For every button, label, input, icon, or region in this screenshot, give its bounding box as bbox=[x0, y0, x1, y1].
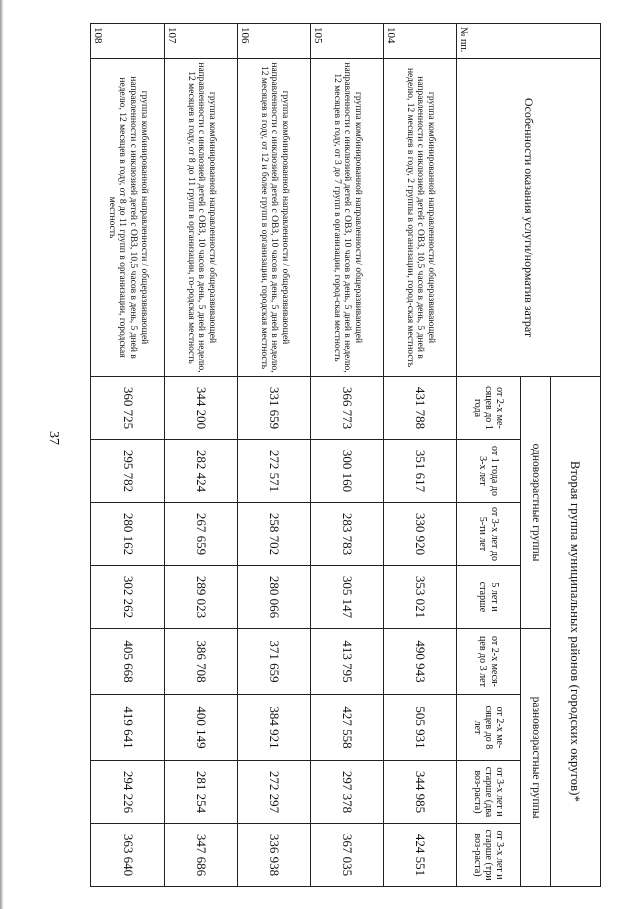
row-value: 281 254 bbox=[165, 761, 238, 824]
row-value: 280 162 bbox=[91, 503, 165, 566]
row-value: 283 783 bbox=[311, 503, 384, 566]
row-value: 427 558 bbox=[311, 695, 384, 761]
row-value: 336 938 bbox=[238, 824, 311, 887]
header-col: от 2-х ме-сяцев до 1 года bbox=[457, 377, 521, 440]
row-value: 258 702 bbox=[238, 503, 311, 566]
table-row bbox=[91, 24, 165, 887]
row-description: группа комбинированной направленности / общеразвивающей направленности с инклюзией детей с ОВЗ, 10 часов в день, 5 дней в неделю, 12 месяцев в году, от 12 и более групп в организации, городская местность bbox=[238, 59, 311, 377]
row-num: 104 bbox=[384, 24, 457, 59]
row-num: 105 bbox=[311, 24, 384, 59]
row-value: 505 931 bbox=[384, 695, 457, 761]
header-col: от 3-х лет и старше (два воз-раста) bbox=[457, 761, 521, 824]
row-value: 267 659 bbox=[165, 503, 238, 566]
table-row bbox=[384, 24, 457, 887]
row-value: 331 659 bbox=[238, 377, 311, 440]
row-value: 282 424 bbox=[165, 440, 238, 503]
header-features: Особенности оказания услуги/норматив затрат bbox=[457, 59, 601, 377]
row-value: 490 943 bbox=[384, 629, 457, 695]
header-col: от 1 года до 3-х лет bbox=[457, 440, 521, 503]
row-value: 363 640 bbox=[91, 824, 165, 887]
header-col: от 3-х лет до 5-ти лет bbox=[457, 503, 521, 566]
table-row bbox=[238, 24, 311, 887]
scan-edge bbox=[0, 0, 3, 909]
row-description: группа комбинированной направленности / общеразвивающей направленности с инклюзией детей с ОВЗ, 10,5 часов в день, 5 дней в неделю, 12 месяцев в году, от 8 до 11 групп в организации, городская местность bbox=[91, 59, 165, 377]
row-value: 360 725 bbox=[91, 377, 165, 440]
row-value: 280 066 bbox=[238, 566, 311, 629]
row-num: 107 bbox=[165, 24, 238, 59]
row-description: группа комбинированной направленности/ общеразвивающей направленности с инклюзией детей с ОВЗ, 10,5 часов в день, 5 дней в неделю, 12 месяцев в году, 2 группы в организации, город-ская местность bbox=[384, 59, 457, 377]
row-value: 413 795 bbox=[311, 629, 384, 695]
cost-norms-table bbox=[90, 23, 601, 887]
header-col: 5 лет и старше bbox=[457, 566, 521, 629]
row-num: 108 bbox=[91, 24, 165, 59]
row-value: 344 985 bbox=[384, 761, 457, 824]
row-value: 295 782 bbox=[91, 440, 165, 503]
row-description: группа комбинированной направленности/ общеразвивающей направленности с инклюзией детей с ОВЗ, 10 часов в день, 5 дней в неделю, 12 месяцев в году, от 3 до 7 групп в организации, город-ская местность bbox=[311, 59, 384, 377]
row-value: 272 297 bbox=[238, 761, 311, 824]
rotated-table-frame bbox=[91, 23, 601, 886]
table-row bbox=[311, 24, 384, 887]
row-value: 297 378 bbox=[311, 761, 384, 824]
row-value: 424 551 bbox=[384, 824, 457, 887]
row-value: 289 023 bbox=[165, 566, 238, 629]
header-single-age: одновозрастные группы bbox=[521, 377, 551, 629]
header-num: № пп. bbox=[457, 24, 601, 59]
row-value: 384 921 bbox=[238, 695, 311, 761]
row-value: 400 149 bbox=[165, 695, 238, 761]
row-value: 330 920 bbox=[384, 503, 457, 566]
row-value: 300 160 bbox=[311, 440, 384, 503]
row-value: 431 788 bbox=[384, 377, 457, 440]
row-value: 405 668 bbox=[91, 629, 165, 695]
header-col: от 3-х лет и старше (три воз-раста) bbox=[457, 824, 521, 887]
row-value: 367 035 bbox=[311, 824, 384, 887]
row-value: 347 686 bbox=[165, 824, 238, 887]
row-value: 386 708 bbox=[165, 629, 238, 695]
page-number: 37 bbox=[46, 431, 61, 445]
row-value: 419 641 bbox=[91, 695, 165, 761]
row-value: 272 571 bbox=[238, 440, 311, 503]
row-value: 351 617 bbox=[384, 440, 457, 503]
row-value: 353 021 bbox=[384, 566, 457, 629]
header-mixed-age: разновозрастные группы bbox=[521, 629, 551, 887]
row-value: 305 147 bbox=[311, 566, 384, 629]
rotated-table-content bbox=[91, 23, 601, 886]
row-description: группа комбинированной направленности/ общеразвивающей направленности с инклюзией детей с ОВЗ, 10 часов в день, 5 дней в неделю, 12 месяцев в году, от 8 до 11 групп в организации, го-родская местность bbox=[165, 59, 238, 377]
row-value: 344 200 bbox=[165, 377, 238, 440]
table-row bbox=[165, 24, 238, 887]
header-group-title: Вторая группа муниципальных районов (городских округов)* bbox=[551, 377, 601, 887]
row-value: 294 226 bbox=[91, 761, 165, 824]
row-value: 302 262 bbox=[91, 566, 165, 629]
header-col: от 2-х ме-сяцев до 8 лет bbox=[457, 695, 521, 761]
row-value: 371 659 bbox=[238, 629, 311, 695]
row-value: 366 773 bbox=[311, 377, 384, 440]
header-col: от 2-х меся-цев до 3 лет bbox=[457, 629, 521, 695]
row-num: 106 bbox=[238, 24, 311, 59]
